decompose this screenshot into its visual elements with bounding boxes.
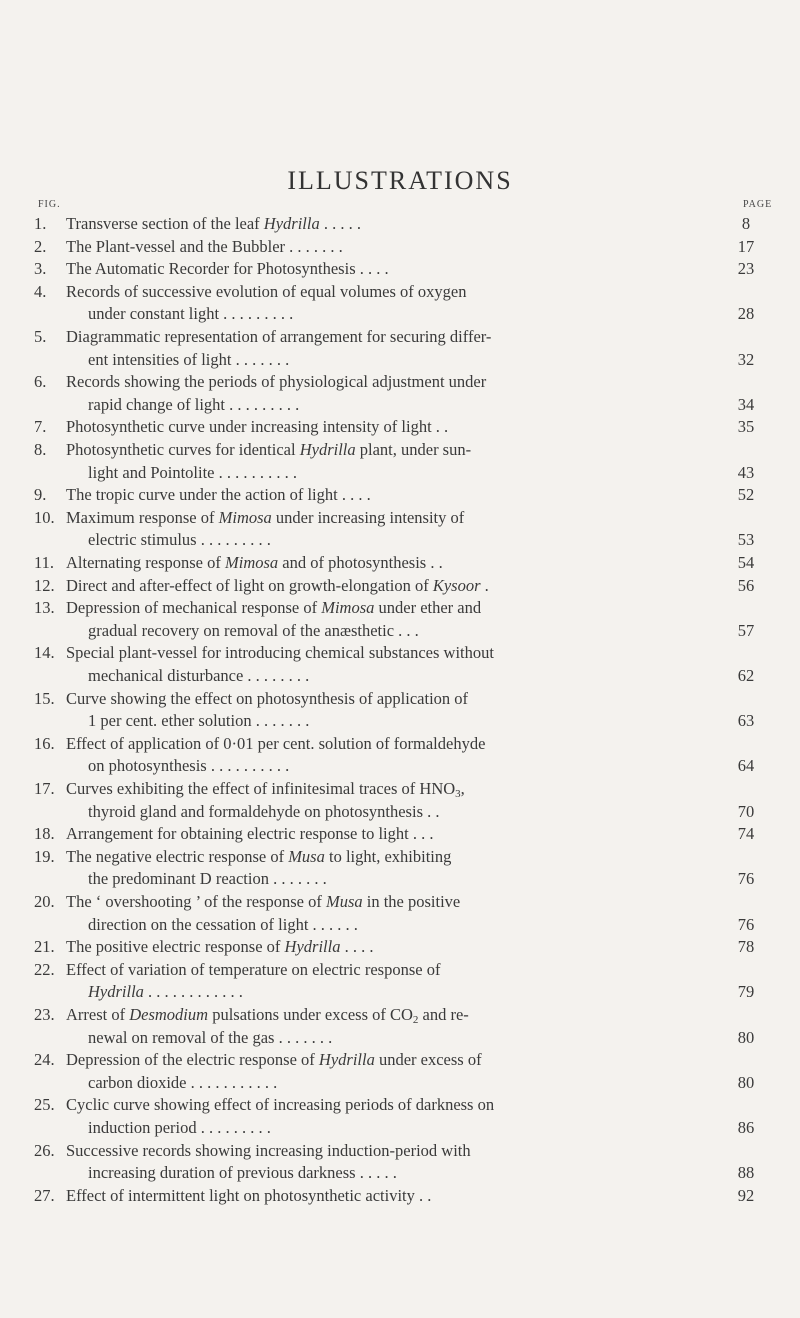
caption-text: ent intensities of light . . . . . . . [88,349,290,369]
figure-number: 12. [34,575,55,595]
caption-line [66,575,721,598]
figure-number: 7. [34,417,47,437]
page-number: 57 [737,620,755,640]
caption-line [66,326,721,349]
caption-text: Alternating response of [66,553,225,572]
page-number: 79 [737,982,755,1002]
figure-number: 8. [34,440,47,459]
figure-number: 21. [34,937,55,957]
page-number: 32 [737,349,755,369]
page-number: 54 [737,553,755,572]
page-number: 17 [737,236,755,256]
figure-number: 2. [34,236,47,256]
caption-text: Direct and after-effect of light on growth-elongation of [66,575,433,595]
caption-line [66,778,721,801]
caption-line [88,462,721,485]
caption-text: Effect of variation of temperature on electric response of [66,959,441,979]
page-number: 28 [737,304,755,324]
caption-line [66,439,721,462]
figure-number: 15. [34,688,55,708]
caption-line [66,959,721,982]
caption-text: mechanical disturbance . . . . . . . . [88,665,310,685]
caption-text: . . . . . [319,214,361,233]
caption-line [66,1094,721,1117]
caption-text: , [460,779,465,798]
caption-text: 1 per cent. ether solution . . . . . . . [88,711,310,731]
caption-text: Arrangement for obtaining electric response to light . . . [66,824,434,844]
italic-text: Kysoor [432,575,481,595]
caption-text: Cyclic curve showing effect of increasing periods of darkness on [66,1095,495,1115]
page-number: 80 [737,1072,755,1092]
caption-text: Photosynthetic curves for identical [66,440,300,459]
figure-number: 25. [34,1095,55,1115]
page-number: 23 [737,259,755,279]
caption-line [66,733,721,756]
caption-text: Special plant-vessel for introducing chemical substances without [66,643,494,663]
italic-text: Hydrilla [263,214,320,233]
caption-text: induction period . . . . . . . . . [88,1117,271,1137]
caption-text: Maximum response of [66,507,219,527]
subscript-text: 2 [412,1014,419,1026]
caption-line [88,1162,721,1185]
figure-number: 19. [34,846,55,866]
page-number: 88 [737,1163,755,1183]
caption-text: in the positive [362,892,461,911]
caption-text: carbon dioxide . . . . . . . . . . . [88,1072,278,1092]
page-number: 8 [741,214,751,233]
figure-number: 22. [34,959,55,979]
caption-text: under constant light . . . . . . . . . [88,304,294,324]
caption-text: electric stimulus . . . . . . . . . [88,530,271,550]
figure-number: 4. [34,281,47,301]
italic-text: Musa [325,892,363,911]
page-column-header: PAGE [743,199,773,210]
caption-text: The Automatic Recorder for Photosynthesis . . . . [66,259,389,279]
caption-text: and of photosynthesis . . [278,553,443,572]
caption-text: . . . . . . . . . . . . [143,982,243,1002]
page-number: 92 [737,1185,755,1205]
page-number: 86 [737,1117,755,1137]
caption-text: Photosynthetic curve under increasing intensity of light . . [66,417,449,437]
caption-line [66,371,721,394]
caption-line [66,213,721,236]
caption-text: pulsations under excess of CO [208,1005,413,1024]
caption-text: and re- [418,1005,469,1024]
caption-text: direction on the cessation of light . . . . . . [88,914,358,934]
caption-text: Curves exhibiting the effect of infinitesimal traces of HNO [66,779,456,798]
caption-line [66,688,721,711]
caption-text: Successive records showing increasing induction-period with [66,1140,471,1160]
caption-text: newal on removal of the gas . . . . . . . [88,1027,333,1047]
fig-column-header: FIG. [38,199,61,210]
caption-line [66,1049,721,1072]
caption-line [66,484,721,507]
caption-text: light and Pointolite . . . . . . . . . . [88,462,297,482]
caption-text: The Plant-vessel and the Bubbler . . . . . . . [66,236,343,256]
caption-text: the predominant D reaction . . . . . . . [88,869,327,889]
caption-text: Curve showing the effect on photosynthesis of application of [66,688,469,708]
caption-line [88,801,721,824]
caption-line [88,1027,721,1050]
caption-text: Transverse section of the leaf [66,214,264,233]
figure-number: 16. [34,733,55,753]
caption-text: increasing duration of previous darkness . . . . . [88,1163,397,1183]
caption-line [66,258,721,281]
page-number: 62 [737,665,755,685]
italic-text: Musa [288,846,325,866]
figure-number: 9. [34,485,47,505]
figure-number: 6. [34,372,47,392]
page-number: 70 [737,801,755,821]
caption-text: on photosynthesis . . . . . . . . . . [88,756,290,776]
caption-line [66,1004,721,1027]
figure-number: 27. [34,1185,55,1205]
italic-text: Hydrilla [88,982,144,1002]
caption-line [66,236,721,259]
caption-text: Depression of mechanical response of [66,598,322,618]
caption-line [66,597,721,620]
caption-text: The tropic curve under the action of light . . . . [66,485,371,505]
caption-text: thyroid gland and formaldehyde on photosynthesis . . [88,801,440,821]
page-title: ILLUSTRATIONS [287,166,513,195]
caption-text: to light, exhibiting [324,846,452,866]
caption-line [88,1117,721,1140]
page-number: 52 [737,485,755,505]
caption-line [88,529,721,552]
figure-number: 23. [34,1005,55,1024]
figure-number: 13. [34,598,55,618]
figure-number: 14. [34,643,55,663]
italic-text: Mimosa [225,553,279,572]
caption-line [66,823,721,846]
caption-text: . . . . [340,937,374,957]
caption-line [88,303,721,326]
figure-number: 24. [34,1050,55,1070]
figure-number: 3. [34,259,47,279]
caption-line [66,507,721,530]
caption-line [66,552,721,575]
figure-number: 1. [34,214,47,233]
caption-text: Records of successive evolution of equal volumes of oxygen [66,281,467,301]
caption-line [88,868,721,891]
caption-text: gradual recovery on removal of the anæsthetic . . . [88,620,419,640]
caption-line [88,755,721,778]
italic-text: Mimosa [321,598,375,618]
caption-text: under ether and [374,598,482,618]
caption-text: under increasing intensity of [271,507,465,527]
page-number: 63 [737,711,755,731]
italic-text: Hydrilla [299,440,356,459]
figure-number: 10. [34,507,55,527]
italic-text: Desmodium [129,1005,209,1024]
figure-number: 26. [34,1140,55,1160]
figure-number: 20. [34,892,55,911]
caption-text: Depression of the electric response of [66,1050,319,1070]
caption-text: Records showing the periods of physiological adjustment under [66,372,487,392]
caption-text: The negative electric response of [66,846,289,866]
figure-number: 11. [34,553,55,572]
caption-line [66,642,721,665]
page-number: 34 [737,394,755,414]
caption-text: rapid change of light . . . . . . . . . [88,394,300,414]
caption-line [88,349,721,372]
page-number: 64 [737,756,755,776]
caption-text: The ‘ overshooting ’ of the response of [66,892,326,911]
caption-line [88,665,721,688]
italic-text: Mimosa [218,507,272,527]
caption-line [66,416,721,439]
caption-line [66,1185,721,1208]
caption-text: plant, under sun- [355,440,472,459]
caption-line [66,281,721,304]
caption-line [88,1072,721,1095]
figure-number: 5. [34,327,47,346]
caption-line [88,394,721,417]
figure-number: 17. [34,779,55,798]
caption-text: The positive electric response of [66,937,285,957]
page-number: 76 [737,914,755,934]
caption-text: Effect of intermittent light on photosynthetic activity . . [66,1185,432,1205]
caption-line [66,846,721,869]
italic-text: Hydrilla [318,1050,375,1070]
page-number: 78 [737,937,755,957]
page-number: 43 [737,462,755,482]
caption-line [88,914,721,937]
page-number: 56 [737,575,755,595]
caption-line [88,710,721,733]
page-number: 80 [737,1027,755,1047]
caption-line [88,620,721,643]
caption-text: under excess of [374,1050,482,1070]
page-number: 53 [737,530,755,550]
page-number: 35 [737,417,755,437]
caption-line [66,891,721,914]
subscript-text: 3 [455,788,461,800]
page-number: 74 [737,824,755,844]
figure-number: 18. [34,824,55,844]
caption-text: Effect of application of 0·01 per cent. solution of formaldehyde [66,733,486,753]
page-number: 76 [737,869,755,889]
caption-text: Arrest of [66,1005,130,1024]
caption-text: Diagrammatic representation of arrangement for securing differ- [66,327,492,346]
caption-line [88,981,721,1004]
caption-text: . [480,575,489,595]
italic-text: Hydrilla [284,937,341,957]
caption-line [66,1140,721,1163]
caption-line [66,936,721,959]
